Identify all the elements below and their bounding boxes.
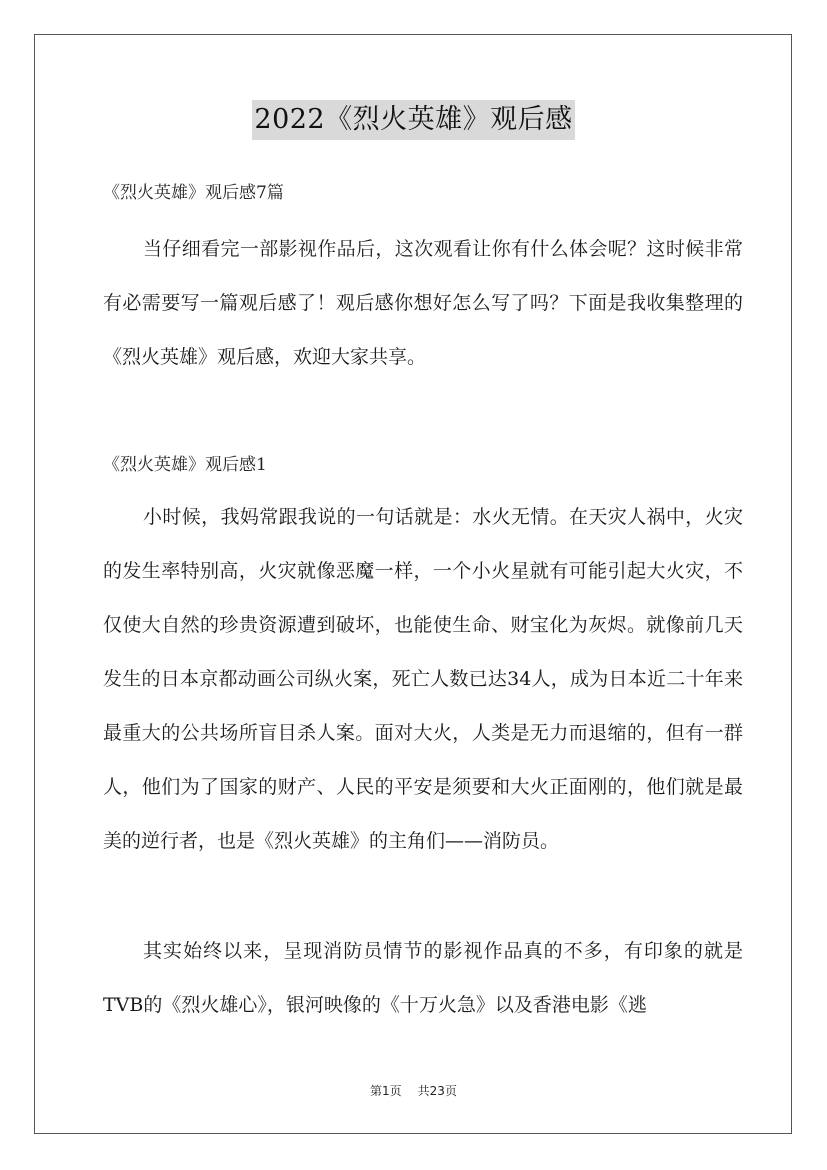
section-heading: 《烈火英雄》观后感1 <box>103 455 267 475</box>
title-container <box>0 100 827 140</box>
intro-paragraph: 当仔细看完一部影视作品后，这次观看让你有什么体会呢？这时候非常有必需要写一篇观后感了！观后感你想好怎么写了吗？下面是我收集整理的《烈火英雄》观后感，欢迎大家共享。 <box>103 238 743 368</box>
body-paragraph: 小时候，我妈常跟我说的一句话就是：水火无情。在天灾人祸中，火灾的发生率特别高，火灾就像恶魔一样，一个小火星就有可能引起大火灾，不仅使大自然的珍贵资源遭到破坏，也能使生命、财宝化为灰烬。就像前几天发生的日本京都动画公司纵火案，死亡人数已达34人，成为日本近二十年来最重大的公共场所盲目杀人案。面对大火，人类是无力而退缩的，但有一群人，他们为了国家的财产、人民的平安是须要和大火正面刚的，他们就是最美的逆行者，也是《烈火英雄》的主角们——消防员。 <box>103 506 743 852</box>
document-subtitle: 《烈火英雄》观后感7篇 <box>103 183 284 203</box>
total-pages: 共23页 <box>417 1084 457 1098</box>
body-paragraph: 其实始终以来，呈现消防员情节的影视作品真的不多，有印象的就是TVB的《烈火雄心》，银河映像的《十万火急》以及香港电影《逃 <box>103 940 743 1016</box>
page-number: 第1页 <box>370 1084 402 1098</box>
page-footer <box>0 1082 827 1099</box>
document-title: 2022《烈火英雄》观后感 <box>252 100 574 140</box>
